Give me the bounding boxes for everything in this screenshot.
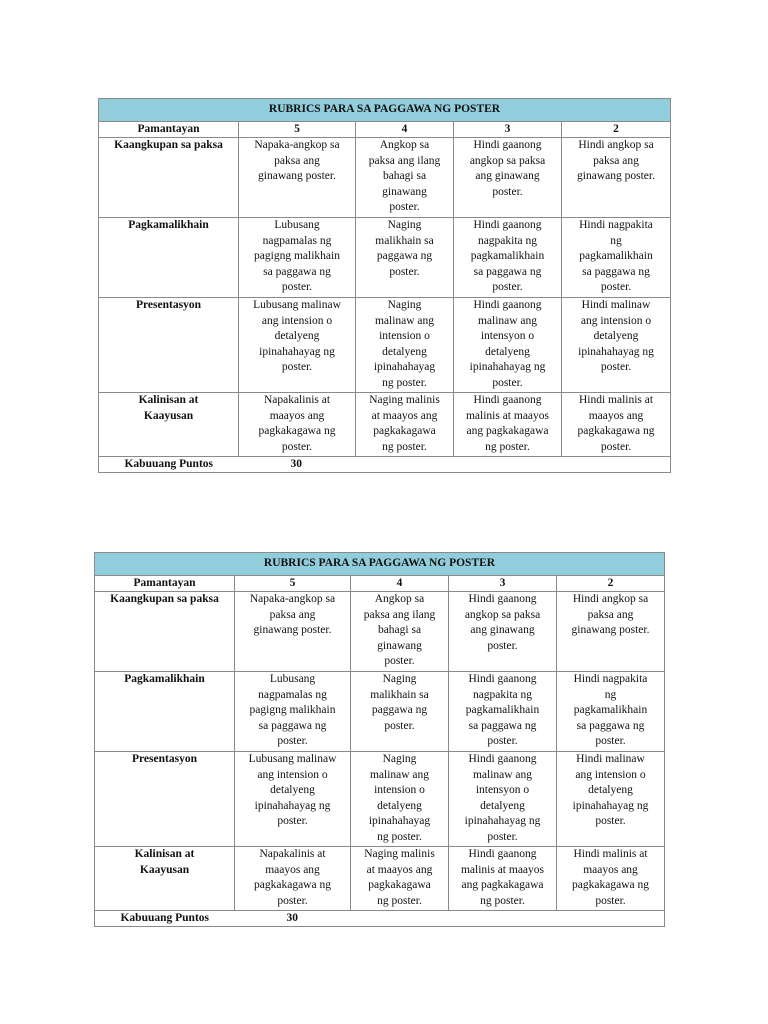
total-value: 30 <box>239 457 671 473</box>
rubric-title-row <box>99 99 671 122</box>
rubric-cell: Naging malikhain sa paggawa ng poster. <box>356 218 454 298</box>
header-score-5: 5 <box>235 576 351 592</box>
criterion-label: Kaangkupan sa paksa <box>95 592 235 672</box>
rubric-cell: Hindi gaanong malinis at maayos ang pagkakagawa ng poster. <box>454 393 562 457</box>
rubric-row <box>95 752 665 847</box>
header-score-4: 4 <box>351 576 449 592</box>
rubric-row <box>95 847 665 911</box>
header-criteria: Pamantayan <box>99 122 239 138</box>
rubric-cell: Lubusang nagpamalas ng pagigng malikhain sa paggawa ng poster. <box>239 218 356 298</box>
rubric-header-row <box>99 122 671 138</box>
rubric-cell: Naging malinis at maayos ang pagkakagawa ng poster. <box>356 393 454 457</box>
total-label: Kabuuang Puntos <box>95 911 235 927</box>
rubric-cell: Hindi angkop sa paksa ang ginawang poster. <box>557 592 665 672</box>
rubric-cell: Hindi angkop sa paksa ang ginawang poster. <box>562 138 671 218</box>
rubric-row <box>95 672 665 752</box>
rubric-header-row <box>95 576 665 592</box>
criterion-label: Pagkamalikhain <box>95 672 235 752</box>
rubric-cell: Hindi gaanong malinaw ang intensyon o detalyeng ipinahahayag ng poster. <box>454 298 562 393</box>
criterion-label: Kalinisan at Kaayusan <box>99 393 239 457</box>
criterion-label: Presentasyon <box>95 752 235 847</box>
rubric-title-row <box>95 553 665 576</box>
rubric-cell: Naging malikhain sa paggawa ng poster. <box>351 672 449 752</box>
header-score-2: 2 <box>562 122 671 138</box>
rubric-cell: Hindi gaanong malinaw ang intensyon o detalyeng ipinahahayag ng poster. <box>449 752 557 847</box>
criterion-label: Pagkamalikhain <box>99 218 239 298</box>
rubric-cell: Hindi gaanong nagpakita ng pagkamalikhain sa paggawa ng poster. <box>454 218 562 298</box>
rubric-cell: Hindi malinaw ang intension o detalyeng ipinahahayag ng poster. <box>557 752 665 847</box>
rubric-cell: Angkop sa paksa ang ilang bahagi sa ginawang poster. <box>356 138 454 218</box>
rubric-cell: Hindi gaanong angkop sa paksa ang ginawang poster. <box>454 138 562 218</box>
rubric-cell: Napaka-angkop sa paksa ang ginawang poster. <box>239 138 356 218</box>
rubric-cell: Angkop sa paksa ang ilang bahagi sa ginawang poster. <box>351 592 449 672</box>
header-score-2: 2 <box>557 576 665 592</box>
rubric-row <box>95 592 665 672</box>
rubric-total-row <box>95 911 665 927</box>
rubric-cell: Hindi gaanong angkop sa paksa ang ginawang poster. <box>449 592 557 672</box>
total-value: 30 <box>235 911 665 927</box>
rubric-cell: Hindi malinis at maayos ang pagkakagawa ng poster. <box>562 393 671 457</box>
rubric-row <box>99 298 671 393</box>
rubric-cell: Naging malinaw ang intension o detalyeng ipinahahayag ng poster. <box>351 752 449 847</box>
header-score-3: 3 <box>454 122 562 138</box>
rubric-cell: Lubusang nagpamalas ng pagigng malikhain sa paggawa ng poster. <box>235 672 351 752</box>
rubric-cell: Hindi malinaw ang intension o detalyeng ipinahahayag ng poster. <box>562 298 671 393</box>
header-score-4: 4 <box>356 122 454 138</box>
criterion-label: Presentasyon <box>99 298 239 393</box>
header-criteria: Pamantayan <box>95 576 235 592</box>
criterion-label: Kaangkupan sa paksa <box>99 138 239 218</box>
rubric-cell: Napakalinis at maayos ang pagkakagawa ng poster. <box>235 847 351 911</box>
rubric-cell: Hindi gaanong malinis at maayos ang pagkakagawa ng poster. <box>449 847 557 911</box>
rubric-title: RUBRICS PARA SA PAGGAWA NG POSTER <box>99 99 671 122</box>
total-label: Kabuuang Puntos <box>99 457 239 473</box>
criterion-label: Kalinisan at Kaayusan <box>95 847 235 911</box>
rubric-cell: Napakalinis at maayos ang pagkakagawa ng poster. <box>239 393 356 457</box>
rubric-cell: Napaka-angkop sa paksa ang ginawang poster. <box>235 592 351 672</box>
header-score-5: 5 <box>239 122 356 138</box>
rubric-total-row <box>99 457 671 473</box>
rubric-cell: Naging malinaw ang intension o detalyeng ipinahahayag ng poster. <box>356 298 454 393</box>
rubric-table <box>98 98 671 473</box>
header-score-3: 3 <box>449 576 557 592</box>
rubric-cell: Lubusang malinaw ang intension o detalyeng ipinahahayag ng poster. <box>235 752 351 847</box>
rubric-cell: Hindi nagpakita ng pagkamalikhain sa paggawa ng poster. <box>557 672 665 752</box>
rubric-cell: Hindi nagpakita ng pagkamalikhain sa paggawa ng poster. <box>562 218 671 298</box>
rubric-row <box>99 218 671 298</box>
rubric-row <box>99 138 671 218</box>
rubric-cell: Lubusang malinaw ang intension o detalyeng ipinahahayag ng poster. <box>239 298 356 393</box>
rubric-cell: Hindi gaanong nagpakita ng pagkamalikhain sa paggawa ng poster. <box>449 672 557 752</box>
rubric-title: RUBRICS PARA SA PAGGAWA NG POSTER <box>95 553 665 576</box>
rubric-table <box>94 552 665 927</box>
rubric-row <box>99 393 671 457</box>
rubric-cell: Naging malinis at maayos ang pagkakagawa ng poster. <box>351 847 449 911</box>
rubric-cell: Hindi malinis at maayos ang pagkakagawa ng poster. <box>557 847 665 911</box>
